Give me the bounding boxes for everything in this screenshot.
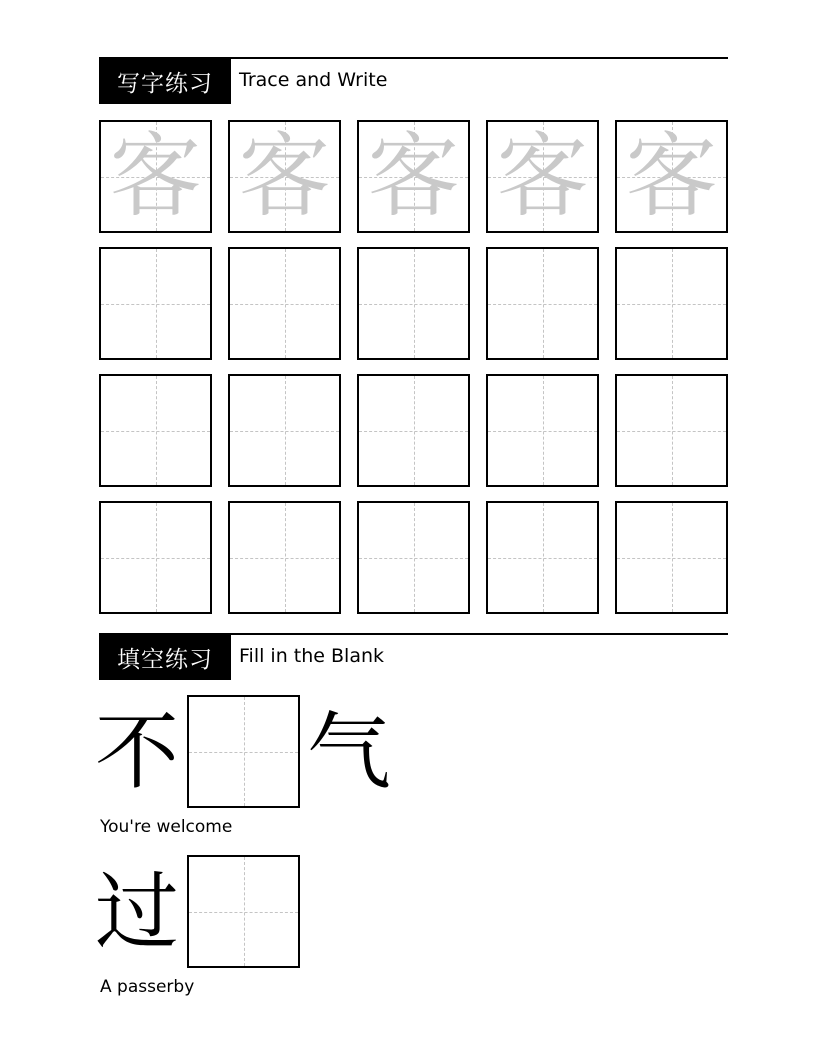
trace-glyph: 客: [496, 122, 589, 230]
guide-line-horizontal: [359, 304, 468, 305]
practice-cell[interactable]: [228, 374, 341, 487]
trace-section-title-cn: 写字练习: [99, 59, 231, 104]
fill-item-1: [95, 695, 399, 808]
fill-item-1-blank-box[interactable]: [187, 695, 300, 808]
practice-cell[interactable]: [615, 501, 728, 614]
trace-cell[interactable]: [615, 120, 728, 233]
guide-line-horizontal: [617, 304, 726, 305]
guide-line-horizontal: [359, 431, 468, 432]
practice-cell[interactable]: [486, 247, 599, 360]
practice-cell[interactable]: [615, 247, 728, 360]
trace-cell[interactable]: [486, 120, 599, 233]
guide-line-horizontal: [189, 752, 298, 753]
practice-cell[interactable]: [99, 374, 212, 487]
trace-cell[interactable]: [228, 120, 341, 233]
practice-cell[interactable]: [615, 374, 728, 487]
fill-section-header: [99, 633, 728, 680]
practice-cell[interactable]: [486, 374, 599, 487]
guide-line-horizontal: [101, 304, 210, 305]
fill-item-2-blank-box[interactable]: [187, 855, 300, 968]
guide-line-horizontal: [488, 304, 597, 305]
trace-glyph: 客: [238, 122, 331, 230]
trace-section-title-en: Trace and Write: [239, 69, 388, 91]
practice-cell[interactable]: [357, 374, 470, 487]
trace-glyph: 客: [625, 122, 718, 230]
guide-line-horizontal: [230, 304, 339, 305]
trace-section-header: [99, 57, 728, 104]
guide-line-horizontal: [230, 431, 339, 432]
practice-cell[interactable]: [357, 247, 470, 360]
fill-item-2: [95, 855, 399, 968]
fill-item-1-before: 不: [95, 702, 180, 801]
fill-item-1-meaning: You're welcome: [100, 817, 233, 837]
guide-line-horizontal: [488, 558, 597, 559]
guide-line-horizontal: [101, 558, 210, 559]
practice-cell[interactable]: [99, 247, 212, 360]
guide-line-horizontal: [359, 558, 468, 559]
guide-line-horizontal: [189, 912, 298, 913]
fill-item-2-meaning: A passerby: [100, 977, 195, 997]
fill-section-title-cn: 填空练习: [99, 635, 231, 680]
practice-grid: [99, 120, 728, 615]
trace-cell[interactable]: [357, 120, 470, 233]
practice-cell[interactable]: [99, 501, 212, 614]
guide-line-horizontal: [488, 431, 597, 432]
practice-cell[interactable]: [228, 501, 341, 614]
guide-line-horizontal: [230, 558, 339, 559]
trace-glyph: 客: [367, 122, 460, 230]
practice-cell[interactable]: [357, 501, 470, 614]
fill-item-2-before: 过: [95, 862, 180, 961]
guide-line-horizontal: [101, 431, 210, 432]
practice-cell[interactable]: [486, 501, 599, 614]
guide-line-horizontal: [617, 558, 726, 559]
trace-cell[interactable]: [99, 120, 212, 233]
fill-section-title-en: Fill in the Blank: [239, 645, 385, 667]
practice-cell[interactable]: [228, 247, 341, 360]
guide-line-horizontal: [617, 431, 726, 432]
fill-item-1-after: 气: [307, 702, 392, 801]
trace-glyph: 客: [109, 122, 202, 230]
